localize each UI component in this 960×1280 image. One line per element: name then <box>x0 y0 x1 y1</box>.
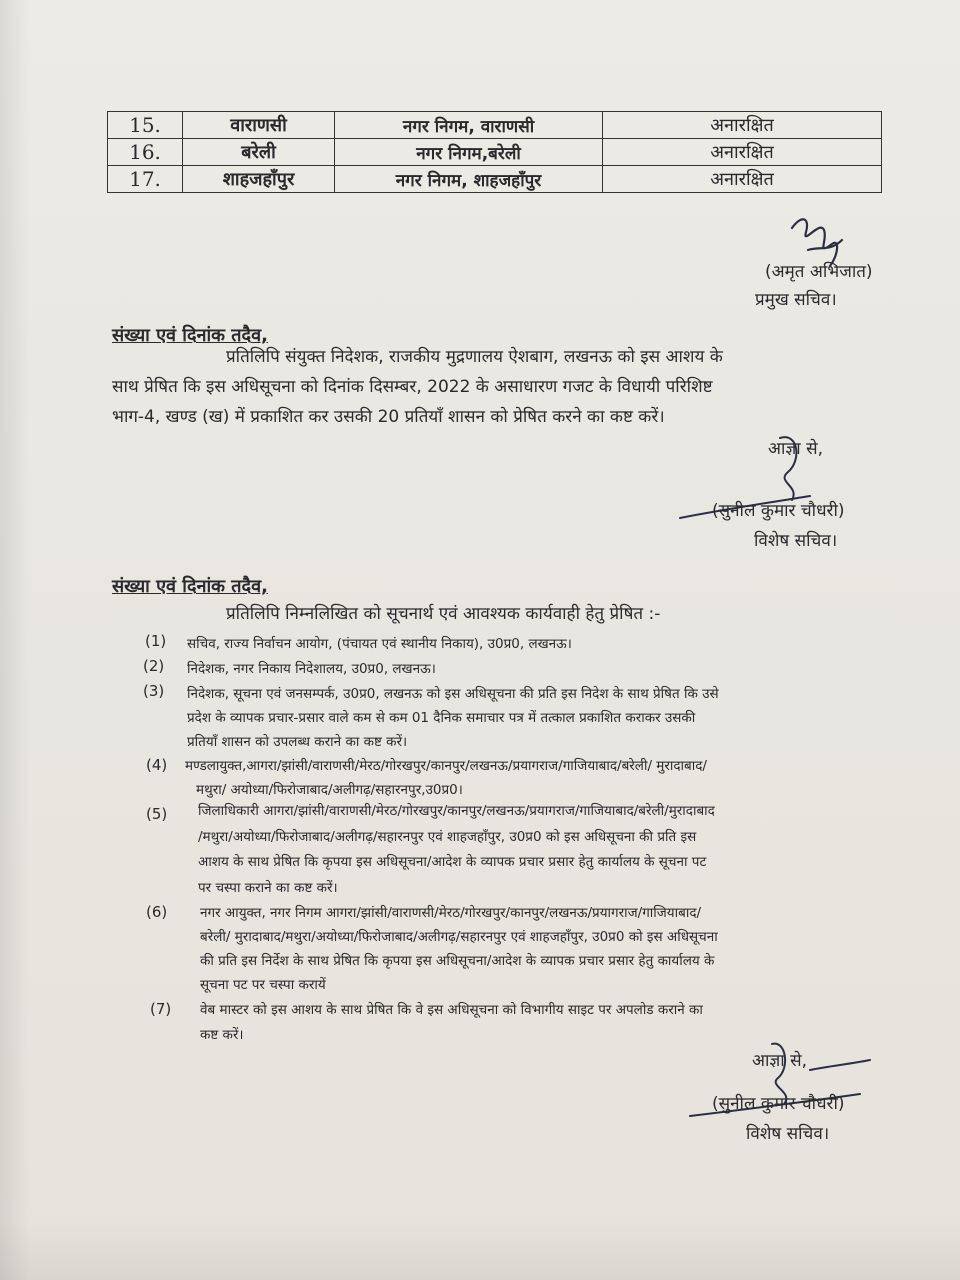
district-cell: शाहजहाँपुर <box>183 166 335 193</box>
district-cell: बरेली <box>183 139 335 166</box>
item-line: प्रदेश के व्यापक प्रचार-प्रसार वाले कम से कम 01 दैनिक समाचार पत्र में तत्काल प्रकाशित कराकर उसकी <box>187 710 696 726</box>
page-shadow-bottom <box>0 1220 960 1280</box>
local-body-cell: नगर निगम, शाहजहाँपुर <box>335 166 603 193</box>
item-line: /मथुरा/अयोध्या/फिरोजाबाद/अलीगढ़/सहारनपुर एवं शाहजहाँपुर, उ0प्र0 को इस अधिसूचना की प्रति इस <box>198 829 697 845</box>
reservation-status: अनारक्षित <box>603 166 882 193</box>
item-line: मथुरा/ अयोध्या/फिरोजाबाद/अलीगढ़/सहारनपुर,उ0प्र0। <box>196 782 463 798</box>
copy-intro: प्रतिलिपि निम्नलिखित को सूचनार्थ एवं आवश्यक कार्यवाही हेतु प्रेषित :- <box>226 604 661 624</box>
item-number: (1) <box>145 632 167 650</box>
item-line: निदेशक, नगर निकाय निदेशालय, उ0प्र0, लखनऊ। <box>187 661 436 677</box>
item-line: निदेशक, सूचना एवं जनसम्पर्क, उ0प्र0, लखनऊ को इस अधिसूचना की प्रति इस निदेश के साथ प्रेषित कि उसे <box>187 686 719 702</box>
paragraph-line: साथ प्रेषित कि इस अधिसूचना को दिनांक दिसम्बर, 2022 के असाधारण गजट के विधायी परिशिष्ट <box>112 377 713 397</box>
item-line: वेब मास्टर को इस आशय के साथ प्रेषित कि वे इस अधिसूचना को विभागीय साइट पर अपलोड कराने का <box>200 1002 703 1018</box>
item-number: (3) <box>143 682 165 700</box>
item-number: (7) <box>150 1000 172 1018</box>
item-number: (4) <box>146 756 168 774</box>
item-line: सचिव, राज्य निर्वाचन आयोग, (पंचायत एवं स्थानीय निकाय), उ0प्र0, लखनऊ। <box>187 636 572 652</box>
serial-number: 16. <box>108 139 183 166</box>
reservation-status: अनारक्षित <box>603 112 882 139</box>
signatory-designation: विशेष सचिव। <box>746 1124 830 1144</box>
serial-number: 15. <box>108 112 183 139</box>
reservation-table <box>107 111 882 193</box>
item-line: प्रतियाँ शासन को उपलब्ध कराने का कष्ट करें। <box>187 734 408 750</box>
item-number: (6) <box>146 903 168 921</box>
item-line: की प्रति इस निर्देश के साथ प्रेषित कि कृपया इस अधिसूचना/आदेश के व्यापक प्रचार प्रसार हेतु कार्यालय के <box>200 953 715 969</box>
paragraph-line: भाग-4, खण्ड (ख) में प्रकाशित कर उसकी 20 प्रतियाँ शासन को प्रेषित करने का कष्ट करें। <box>112 407 665 427</box>
item-line: जिलाधिकारी आगरा/झांसी/वाराणसी/मेरठ/गोरखपुर/कानपुर/लखनऊ/प्रयागराज/गाजियाबाद/बरेली/मुरादाबाद <box>198 803 715 819</box>
item-line: बरेली/ मुरादाबाद/मथुरा/अयोध्या/फिरोजाबाद/अलीगढ़/सहारनपुर एवं शाहजहाँपुर, उ0प्र0 को इस अधिसूचना <box>200 929 718 945</box>
item-line: नगर आयुक्त, नगर निगम आगरा/झांसी/वाराणसी/मेरठ/गोरखपुर/कानपुर/लखनऊ/प्रयागराज/गाजियाबाद/ <box>200 905 702 921</box>
by-order-text: आज्ञा से, <box>768 439 823 459</box>
by-order-text: आज्ञा से, <box>752 1051 807 1071</box>
item-number: (2) <box>143 657 165 675</box>
paragraph-line: प्रतिलिपि संयुक्त निदेशक, राजकीय मुद्रणालय ऐशबाग, लखनऊ को इस आशय के <box>226 347 723 367</box>
serial-number: 17. <box>108 166 183 193</box>
item-line: मण्डलायुक्त,आगरा/झांसी/वाराणसी/मेरठ/गोरखपुर/कानपुर/लखनऊ/प्रयागराज/गाजियाबाद/बरेली/ मुरादाबाद/ <box>185 758 707 774</box>
table-row <box>108 112 882 139</box>
item-line: आशय के साथ प्रेषित कि कृपया इस अधिसूचना/आदेश के व्यापक प्रचार प्रसार हेतु कार्यालय के सूचना पट <box>198 854 707 870</box>
signatory-name: (अमृत अभिजात) <box>765 262 873 282</box>
local-body-cell: नगर निगम,बरेली <box>335 139 603 166</box>
copy-heading: संख्या एवं दिनांक तदैव, <box>112 576 268 597</box>
table-row <box>108 139 882 166</box>
signatory-designation: विशेष सचिव। <box>754 531 838 551</box>
reservation-status: अनारक्षित <box>603 139 882 166</box>
district-cell: वाराणसी <box>183 112 335 139</box>
page-shadow <box>0 0 30 1280</box>
signatory-name: (सुनील कुमार चौधरी) <box>712 501 845 521</box>
item-line: सूचना पट पर चस्पा करायें <box>200 977 326 993</box>
copy-heading: संख्या एवं दिनांक तदैव, <box>112 325 268 346</box>
item-line: कष्ट करें। <box>200 1027 244 1043</box>
copy-paragraph <box>112 342 882 432</box>
table-row <box>108 166 882 193</box>
item-number: (5) <box>146 805 168 823</box>
local-body-cell: नगर निगम, वाराणसी <box>335 112 603 139</box>
signatory-designation: प्रमुख सचिव। <box>755 290 837 310</box>
item-line: पर चस्पा कराने का कष्ट करें। <box>198 880 338 896</box>
signatory-name: (सुनील कुमार चौधरी) <box>712 1094 845 1114</box>
